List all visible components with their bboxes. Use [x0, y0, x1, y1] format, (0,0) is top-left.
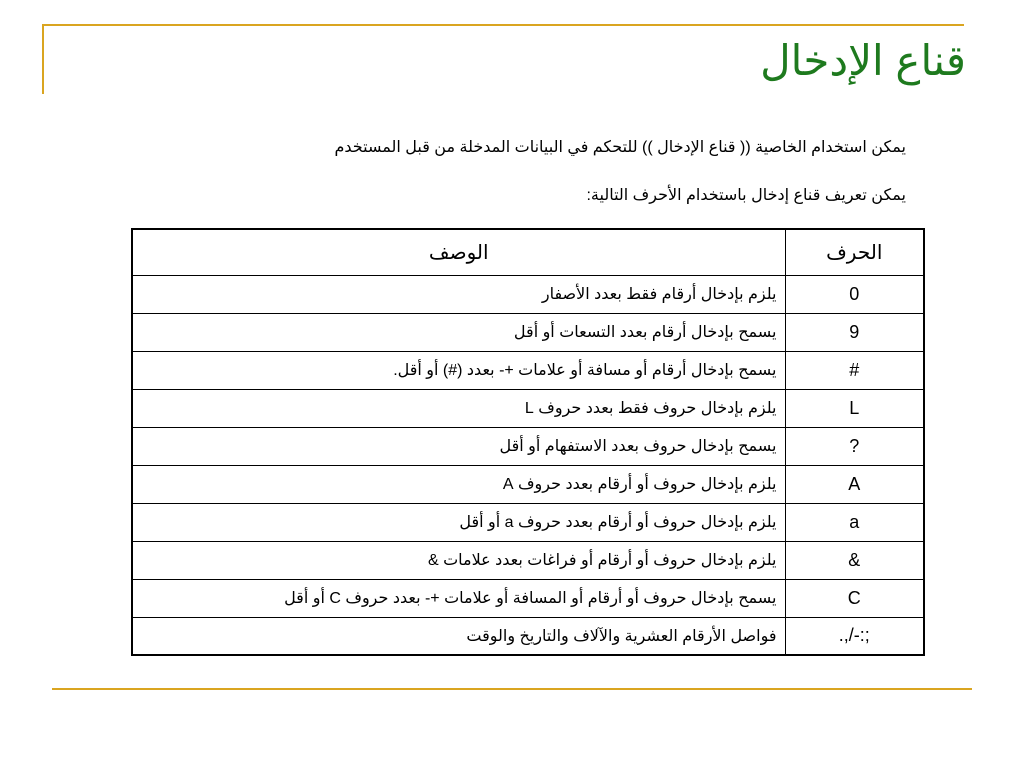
cell-desc: يسمح بإدخال أرقام بعدد التسعات أو أقل: [132, 313, 785, 351]
left-accent-line: [42, 24, 44, 94]
table-row: [132, 579, 924, 617]
cell-desc: يلزم بإدخال حروف أو أرقام بعدد حروف a أو أقل: [132, 503, 785, 541]
cell-desc: يلزم بإدخال أرقام فقط بعدد الأصفار: [132, 275, 785, 313]
cell-desc: يسمح بإدخال أرقام أو مسافة أو علامات +- بعدد (#) أو أقل.: [132, 351, 785, 389]
top-divider-line: [42, 24, 964, 26]
table-row: [132, 389, 924, 427]
table-row: [132, 465, 924, 503]
cell-char: a: [785, 503, 924, 541]
header-char: الحرف: [785, 229, 924, 275]
cell-char: 9: [785, 313, 924, 351]
cell-desc: يلزم بإدخال حروف أو أرقام بعدد حروف A: [132, 465, 785, 503]
cell-desc: يسمح بإدخال حروف بعدد الاستفهام أو أقل: [132, 427, 785, 465]
cell-desc: يسمح بإدخال حروف أو أرقام أو المسافة أو علامات +- بعدد حروف C أو أقل: [132, 579, 785, 617]
input-mask-table: [131, 228, 925, 656]
intro-line-2: يمكن تعريف قناع إدخال باستخدام الأحرف التالية:: [586, 187, 906, 204]
cell-desc: فواصل الأرقام العشرية والآلاف والتاريخ والوقت: [132, 617, 785, 655]
bottom-divider-line: [52, 688, 972, 690]
cell-char: ?: [785, 427, 924, 465]
cell-desc: يلزم بإدخال حروف فقط بعدد حروف L: [132, 389, 785, 427]
cell-char: .,/-:;: [785, 617, 924, 655]
table-row: [132, 351, 924, 389]
table-row: [132, 275, 924, 313]
cell-char: &: [785, 541, 924, 579]
table-row: [132, 503, 924, 541]
cell-char: L: [785, 389, 924, 427]
cell-char: A: [785, 465, 924, 503]
table-row: [132, 617, 924, 655]
header-desc: الوصف: [132, 229, 785, 275]
intro-line-1: يمكن استخدام الخاصية (( قناع الإدخال )) للتحكم في البيانات المدخلة من قبل المستخدم: [334, 139, 906, 156]
table-row: [132, 313, 924, 351]
cell-char: 0: [785, 275, 924, 313]
cell-desc: يلزم بإدخال حروف أو أرقام أو فراغات بعدد علامات &: [132, 541, 785, 579]
cell-char: C: [785, 579, 924, 617]
table-row: [132, 541, 924, 579]
cell-char: #: [785, 351, 924, 389]
slide-title: قناع الإدخال: [760, 37, 966, 84]
table-row: [132, 427, 924, 465]
table-header-row: [132, 229, 924, 275]
